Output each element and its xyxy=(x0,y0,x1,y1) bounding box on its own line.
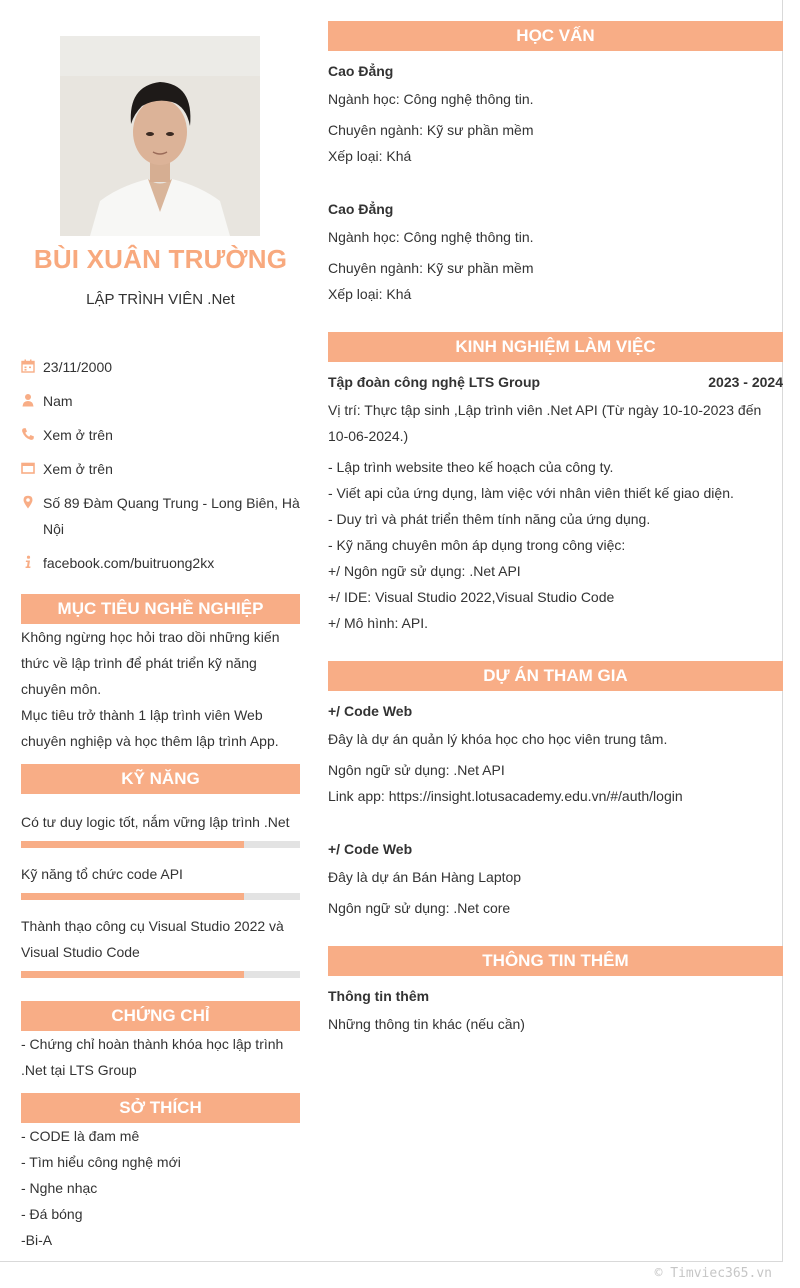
experience-duty: - Lập trình website theo kế hoạch của công ty. xyxy=(328,459,614,475)
experience-duty: - Viết api của ứng dụng, làm việc với nhân viên thiết kế giao diện. xyxy=(328,485,734,501)
education-major: Ngành học: Công nghệ thông tin. xyxy=(328,91,534,107)
career-goal-text-1: Không ngừng học hỏi trao dồi những kiến thức về lập trình để phát triển kỹ năng chuyên môn. xyxy=(21,629,280,697)
additional-info-text: Những thông tin khác (nếu cần) xyxy=(328,1016,525,1032)
career-goal-text-2: Mục tiêu trở thành 1 lập trình viên Web chuyên nghiệp và học thêm lập trình App. xyxy=(21,707,279,749)
hobby-item: - Nghe nhạc xyxy=(21,1180,98,1196)
certificates-heading: CHỨNG CHỈ xyxy=(21,1001,300,1031)
phone-icon xyxy=(21,427,35,441)
project-description: Đây là dự án quản lý khóa học cho học viên trung tâm. xyxy=(328,731,668,747)
profile-photo xyxy=(60,36,260,236)
education-grade: Xếp loại: Khá xyxy=(328,148,412,164)
contact-text: 23/11/2000 xyxy=(43,359,113,375)
skill-label: Kỹ năng tổ chức code API xyxy=(21,866,183,882)
contact-gender xyxy=(21,388,300,414)
contact-birthdate xyxy=(21,354,300,380)
experience-duty: - Duy trì và phát triển thêm tính năng của ứng dụng. xyxy=(328,511,651,527)
contact-text: facebook.com/buitruong2kx xyxy=(43,555,215,571)
contact-email xyxy=(21,456,300,482)
skill-bar xyxy=(21,893,300,900)
skill-bar-fill xyxy=(21,971,244,978)
hobby-item: -Bi-A xyxy=(21,1232,53,1248)
career-goal-heading: MỤC TIÊU NGHỀ NGHIỆP xyxy=(21,594,300,624)
experience-duty: +/ Mô hình: API. xyxy=(328,615,429,631)
education-major: Ngành học: Công nghệ thông tin. xyxy=(328,229,534,245)
contact-text: Xem ở trên xyxy=(43,427,113,443)
skill-bar xyxy=(21,971,300,978)
calendar-icon xyxy=(21,359,35,373)
contact-address xyxy=(21,490,300,542)
hobby-item: - Đá bóng xyxy=(21,1206,83,1222)
additional-info-heading: THÔNG TIN THÊM xyxy=(328,946,783,976)
contact-text: Xem ở trên xyxy=(43,461,113,477)
skills-heading: KỸ NĂNG xyxy=(21,764,300,794)
project-language: Ngôn ngữ sử dụng: .Net API xyxy=(328,762,505,778)
contact-phone xyxy=(21,422,300,448)
job-title: LẬP TRÌNH VIÊN .Net xyxy=(86,291,235,308)
additional-info-title: Thông tin thêm xyxy=(328,988,430,1004)
experience-period: 2023 - 2024 xyxy=(708,374,783,390)
projects-heading: DỰ ÁN THAM GIA xyxy=(328,661,783,691)
project-link: Link app: https://insight.lotusacademy.edu.vn/#/auth/login xyxy=(328,788,683,804)
education-specialty: Chuyên ngành: Kỹ sư phần mềm xyxy=(328,122,534,138)
watermark: © Timviec365.vn xyxy=(654,1266,772,1281)
skill-bar-fill xyxy=(21,841,244,848)
hobbies-heading: SỞ THÍCH xyxy=(21,1093,300,1123)
contact-text: Số 89 Đàm Quang Trung - Long Biên, Hà Nội xyxy=(43,495,300,537)
contact-text: Nam xyxy=(43,393,73,409)
experience-duty: +/ IDE: Visual Studio 2022,Visual Studio Code xyxy=(328,589,615,605)
contact-facebook xyxy=(21,550,300,576)
person-icon xyxy=(21,393,35,407)
hobby-item: - CODE là đam mê xyxy=(21,1128,140,1144)
experience-position: Vị trí: Thực tập sinh ,Lập trình viên .Net API (Từ ngày 10-10-2023 đến 10-06-2024.) xyxy=(328,402,762,444)
education-school: Cao Đẳng xyxy=(328,63,394,79)
candidate-name: BÙI XUÂN TRƯỜNG xyxy=(33,244,288,274)
project-title: +/ Code Web xyxy=(328,841,413,857)
certificate-text: - Chứng chỉ hoàn thành khóa học lập trình .Net tại LTS Group xyxy=(21,1036,284,1078)
experience-duty: - Kỹ năng chuyên môn áp dụng trong công việc: xyxy=(328,537,626,553)
experience-heading: KINH NGHIỆM LÀM VIỆC xyxy=(328,332,783,362)
education-heading: HỌC VẤN xyxy=(328,21,783,51)
email-icon xyxy=(21,461,35,475)
project-description: Đây là dự án Bán Hàng Laptop xyxy=(328,869,522,885)
location-pin-icon xyxy=(21,495,35,509)
skill-bar-fill xyxy=(21,893,244,900)
education-school: Cao Đẳng xyxy=(328,201,394,217)
hobby-item: - Tìm hiểu công nghệ mới xyxy=(21,1154,181,1170)
skill-bar xyxy=(21,841,300,848)
skill-label: Có tư duy logic tốt, nắm vững lập trình .Net xyxy=(21,814,290,830)
project-language: Ngôn ngữ sử dụng: .Net core xyxy=(328,900,511,916)
education-specialty: Chuyên ngành: Kỹ sư phần mềm xyxy=(328,260,534,276)
experience-company: Tập đoàn công nghệ LTS Group xyxy=(328,374,541,390)
experience-duty: +/ Ngôn ngữ sử dụng: .Net API xyxy=(328,563,521,579)
education-grade: Xếp loại: Khá xyxy=(328,286,412,302)
project-title: +/ Code Web xyxy=(328,703,413,719)
info-icon xyxy=(21,555,35,569)
skill-label: Thành thạo công cụ Visual Studio 2022 và Visual Studio Code xyxy=(21,918,284,960)
